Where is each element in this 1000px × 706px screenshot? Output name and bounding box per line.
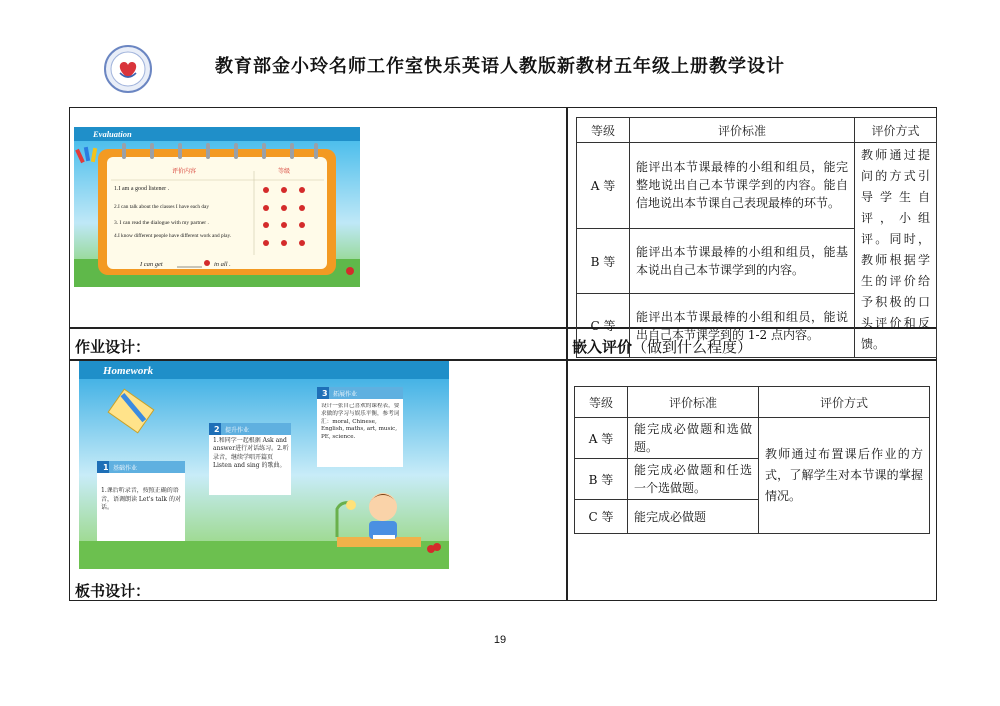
eval-footer-prefix: I can get — [140, 261, 163, 268]
method-cell: 教师通过提问的方式引导学生自评，小组评。同时，教师根据学生的评价给予积极的口头评价和反馈。 — [855, 143, 937, 358]
criteria-cell: 能评出本节课最棒的小组和组员，能完整地说出自己本节课学到的内容。能自信地说出本节课自己表现最棒的环节。 — [630, 143, 855, 229]
embedded-eval-subtitle: （做到什么程度） — [632, 338, 753, 356]
eval-item: 1.I am a good listener . — [114, 186, 170, 192]
criteria-cell: 能完成必做题 — [628, 500, 759, 534]
grade-cell: B 等 — [575, 459, 628, 500]
criteria-cell: 能评出本节课最棒的小组和组员，能说出自己本节课学到的 1-2 点内容。 — [630, 294, 855, 358]
card2-title: 提升作业 — [225, 427, 250, 434]
card1-text: 1.课后听录音，按照正确的语音，语调朗读 Let's talk 的对话。 — [101, 487, 181, 511]
evaluation-table — [576, 117, 937, 358]
criteria-cell: 能完成必做题和任选一个选做题。 — [628, 459, 759, 500]
card1-title: 基础作业 — [113, 465, 138, 472]
card2-text: 1.和同学一起根据 Ask and answer进行对话练习。2.听录音，继续学唱开篇页 Listen and sing 的歌曲。 — [213, 437, 289, 469]
column-divider — [566, 107, 568, 601]
table-header: 等级 — [577, 118, 630, 143]
grade-cell: A 等 — [577, 143, 630, 229]
card2-number: 2 — [214, 425, 220, 434]
eval-col-grade: 等级 — [277, 168, 291, 175]
homework-slide — [79, 361, 449, 569]
card1-number: 1 — [103, 463, 109, 472]
table-header: 评价方式 — [759, 387, 930, 418]
header — [0, 40, 1000, 90]
embedded-eval-title: 嵌入评价 — [572, 338, 633, 356]
page-number: 19 — [493, 634, 507, 646]
table-header: 评价标准 — [630, 118, 855, 143]
method-cell: 教师通过布置课后作业的方式，了解学生对本节课的掌握情况。 — [759, 418, 930, 534]
grade-cell: C 等 — [575, 500, 628, 534]
table-header: 评价标准 — [628, 387, 759, 418]
board-design-label: 板书设计： — [75, 582, 151, 600]
embedded-eval-label — [572, 336, 752, 357]
card3-title: 拓展作业 — [333, 391, 358, 398]
table-row — [575, 418, 930, 459]
grade-cell: A 等 — [575, 418, 628, 459]
table-row — [577, 143, 937, 229]
table-header: 等级 — [575, 387, 628, 418]
eval-item: 4.I know different people have different work and play. — [114, 233, 232, 239]
eval-item: 3. I can read the dialogue with my partner . — [114, 220, 209, 226]
evaluation-banner: Evaluation — [93, 129, 132, 139]
eval-col-content: 评价内容 — [171, 168, 197, 175]
table-header: 评价方式 — [855, 118, 937, 143]
eval-item: 2.I can talk about the classes I have each day — [114, 204, 210, 210]
homework-banner: Homework — [103, 365, 154, 377]
page-title: 教育部金小玲名师工作室快乐英语人教版新教材五年级上册教学设计 — [215, 56, 785, 77]
eval-footer-suffix: in all . — [214, 261, 231, 268]
evaluation-slide — [74, 127, 360, 287]
criteria-cell: 能评出本节课最棒的小组和组员，能基本说出自己本节课学到的内容。 — [630, 228, 855, 294]
homework-evaluation-table — [574, 386, 930, 534]
card3-text: 设计一张自己喜欢的课程表，要求做的学习与娱乐平衡，参考词汇：moral, Chinese, English, maths, art, music, PE, science. — [321, 403, 400, 441]
criteria-cell: 能完成必做题和选做题。 — [628, 418, 759, 459]
homework-label: 作业设计： — [75, 338, 151, 356]
grade-cell: B 等 — [577, 228, 630, 294]
grade-cell: C 等 — [577, 294, 630, 358]
card3-number: 3 — [322, 389, 328, 398]
